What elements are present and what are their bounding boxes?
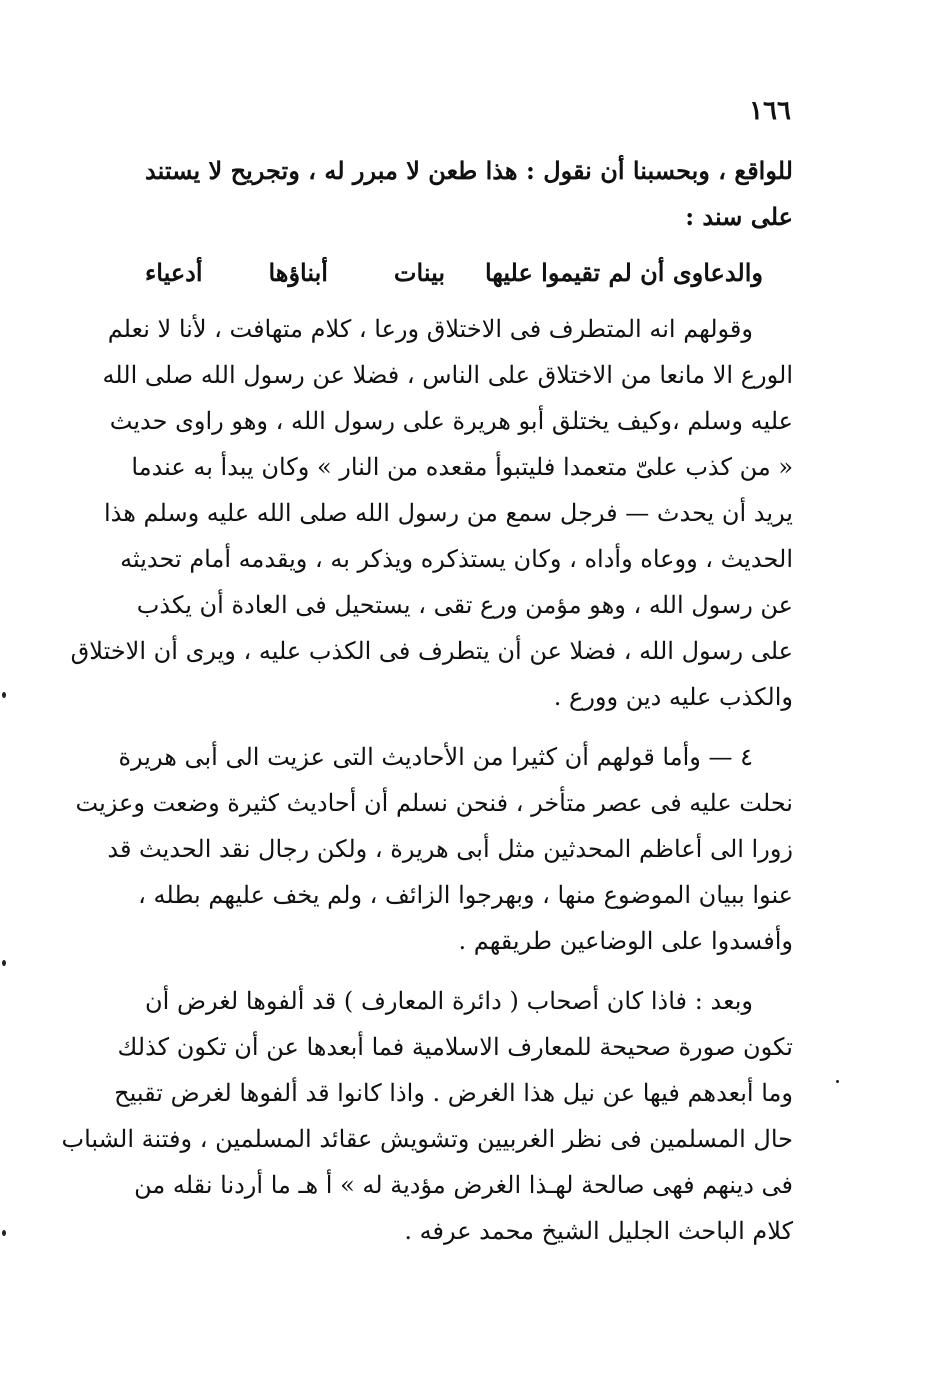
page-body	[61, 148, 793, 1254]
text-line: ٤ — وأما قولهم أن كثيرا من الأحاديث التى عزيت الى أبى هريرة	[118, 743, 753, 771]
scan-speck	[836, 1080, 839, 1083]
text-line: وقولهم انه المتطرف فى الاختلاق ورعا ، كلام متهافت ، لأنا لا نعلم	[107, 315, 753, 343]
scan-speck	[2, 692, 6, 698]
scan-speck	[2, 960, 6, 966]
text-line: على سند :	[685, 202, 793, 231]
text-line: وما أبعدهم فيها عن نيل هذا الغرض . واذا كانوا قد ألفوها لغرض تقبيح	[114, 1079, 793, 1107]
text-line: « من كذب علىّ متعمدا فليتبوأ مقعده من النار » وكان يبدأ به عندما	[131, 453, 793, 481]
text-line: على رسول الله ، فضلا عن أن يتطرف فى الكذب عليه ، ويرى أن الاختلاق	[70, 637, 793, 665]
poem-second-hemistich: بينات أبناؤها أدعياء	[145, 258, 445, 287]
paragraph-quote	[70, 306, 793, 720]
text-line: كلام الباحث الجليل الشيخ محمد عرفه .	[404, 1217, 793, 1245]
text-line: عن رسول الله ، وهو مؤمن ورع تقى ، يستحيل فى العادة أن يكذب	[136, 591, 793, 619]
poem-verse	[145, 250, 793, 296]
text-line: عنوا ببيان الموضوع منها ، وبهرجوا الزائف ، ولم يخف عليهم بطله ،	[138, 881, 793, 909]
text-line: الحديث ، ووعاه وأداه ، وكان يستذكره ويذكر به ، ويقدمه أمام تحديثه	[120, 545, 793, 573]
text-line: الورع الا مانعا من الاختلاق على الناس ، فضلا عن رسول الله صلى الله	[102, 361, 793, 389]
text-line: حال المسلمين فى نظر الغربيين وتشويش عقائد المسلمين ، وفتنة الشباب	[61, 1125, 793, 1153]
text-line: نحلت عليه فى عصر متأخر ، فنحن نسلم أن أحاديث كثيرة وضعت وعزيت	[75, 789, 793, 817]
poem-first-hemistich: والدعاوى أن لم تقيموا عليها	[484, 258, 763, 287]
paragraph-conclusion	[61, 978, 793, 1254]
paragraph-point-4	[75, 734, 793, 964]
page-number: ١٦٦	[749, 96, 791, 126]
scan-speck	[2, 1230, 6, 1236]
text-line: وأفسدوا على الوضاعين طريقهم .	[458, 927, 793, 955]
text-line: للواقع ، وبحسبنا أن نقول : هذا طعن لا مبرر له ، وتجريح لا يستند	[145, 156, 793, 185]
text-line: فى دينهم فهى صالحة لهـذا الغرض مؤدية له » أ هـ ما أردنا نقله من	[134, 1171, 793, 1199]
text-line: تكون صورة صحيحة للمعارف الاسلامية فما أبعدها عن أن تكون كذلك	[117, 1033, 793, 1061]
text-line: وبعد : فاذا كان أصحاب ( دائرة المعارف ) قد ألفوها لغرض أن	[145, 987, 753, 1015]
text-line: والكذب عليه دين وورع .	[553, 683, 793, 711]
text-line: يريد أن يحدث — فرجل سمع من رسول الله صلى الله عليه وسلم هذا	[103, 499, 793, 527]
paragraph-opening	[145, 148, 793, 240]
text-line: زورا الى أعاظم المحدثين مثل أبى هريرة ، ولكن رجال نقد الحديث قد	[107, 835, 793, 863]
text-line: عليه وسلم ،وكيف يختلق أبو هريرة على رسول الله ، وهو راوى حديث	[109, 407, 793, 435]
